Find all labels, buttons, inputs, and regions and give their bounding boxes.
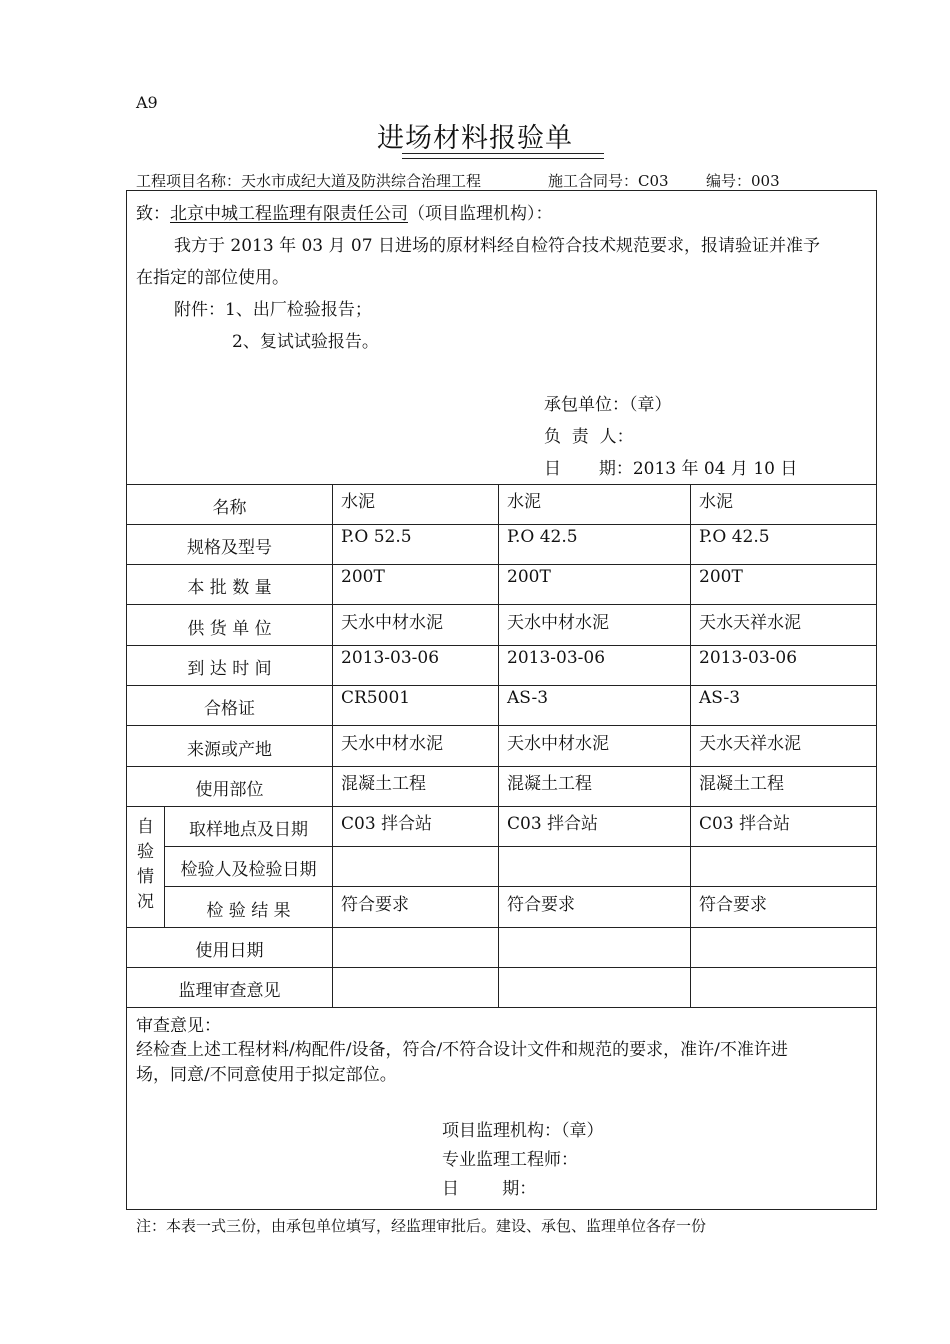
cell-supplier: 天水中材水泥 xyxy=(507,613,609,633)
row-label-name: 名称 xyxy=(212,498,247,518)
self-check-char: 情 xyxy=(137,867,154,887)
cell-sample-place: C03 拌合站 xyxy=(341,814,433,834)
row-divider xyxy=(126,524,877,525)
cell-spec: P.O 42.5 xyxy=(507,527,578,547)
row-label-certificate: 合格证 xyxy=(204,699,255,719)
cell-origin: 天水中材水泥 xyxy=(507,734,609,754)
row-label-usage-part: 使用部位 xyxy=(195,780,264,800)
row-label-supervision-opinion: 监理审查意见 xyxy=(178,981,281,1001)
column-divider xyxy=(332,484,333,1007)
cell-arrival: 2013-03-06 xyxy=(507,648,606,668)
row-label-sample-place: 取样地点及日期 xyxy=(189,820,308,840)
attachment-line-1: 附件：1、出厂检验报告； xyxy=(174,300,372,320)
review-heading: 审查意见： xyxy=(136,1016,221,1036)
cell-sample-place: C03 拌合站 xyxy=(507,814,599,834)
serial-number: 编号：003 xyxy=(706,172,780,190)
document-title: 进场材料报验单 xyxy=(377,123,573,154)
column-divider xyxy=(690,484,691,1007)
cell-supplier: 天水中材水泥 xyxy=(341,613,443,633)
title-underline-1 xyxy=(402,153,604,154)
table-top-border xyxy=(126,484,877,485)
cell-usage-part: 混凝土工程 xyxy=(507,774,592,794)
cell-supplier: 天水天祥水泥 xyxy=(699,613,801,633)
application-body-line-1: 我方于 2013 年 03 月 07 日进场的原材料经自检符合技术规范要求，报请验证并准予 xyxy=(174,236,820,256)
self-check-char: 况 xyxy=(137,892,154,912)
row-divider xyxy=(164,846,877,847)
row-divider xyxy=(126,645,877,646)
row-label-use-date: 使用日期 xyxy=(195,941,264,961)
row-divider xyxy=(126,927,877,928)
self-check-char: 自 xyxy=(137,817,154,837)
row-label-inspector: 检验人及检验日期 xyxy=(180,860,317,880)
addressee-line xyxy=(136,199,553,224)
cell-quantity: 200T xyxy=(341,567,385,587)
cell-result: 符合要求 xyxy=(699,895,767,915)
row-label-arrival: 到 达 时 间 xyxy=(187,659,272,679)
row-divider xyxy=(126,604,877,605)
row-divider xyxy=(126,806,877,807)
cell-arrival: 2013-03-06 xyxy=(341,648,440,668)
supervision-org-seal-label: 项目监理机构：（章） xyxy=(442,1121,604,1141)
cell-result: 符合要求 xyxy=(341,895,409,915)
row-divider xyxy=(164,886,877,887)
cell-certificate: AS-3 xyxy=(507,688,549,708)
cell-name: 水泥 xyxy=(341,492,375,512)
contractor-seal-label: 承包单位：（章） xyxy=(544,395,672,415)
cell-certificate: AS-3 xyxy=(699,688,741,708)
contract-number: 施工合同号：C03 xyxy=(548,172,669,190)
review-text-line-2: 场，同意/不同意使用于拟定部位。 xyxy=(136,1065,397,1085)
row-label-supplier: 供 货 单 位 xyxy=(187,619,272,639)
project-name: 工程项目名称：天水市成纪大道及防洪综合治理工程 xyxy=(136,172,482,190)
cell-certificate: CR5001 xyxy=(341,688,411,708)
row-label-spec: 规格及型号 xyxy=(187,538,272,558)
cell-name: 水泥 xyxy=(699,492,733,512)
cell-usage-part: 混凝土工程 xyxy=(699,774,784,794)
addressee-prefix: 致： xyxy=(136,204,170,224)
addressee-suffix: （项目监理机构）： xyxy=(408,204,553,224)
responsible-person-label: 负 责 人： xyxy=(544,427,634,447)
row-label-quantity: 本 批 数 量 xyxy=(187,578,272,598)
row-divider xyxy=(126,564,877,565)
row-divider xyxy=(126,725,877,726)
cell-quantity: 200T xyxy=(699,567,743,587)
row-divider xyxy=(126,967,877,968)
application-body-line-2: 在指定的部位使用。 xyxy=(136,268,289,288)
cell-name: 水泥 xyxy=(507,492,541,512)
cell-sample-place: C03 拌合站 xyxy=(699,814,791,834)
self-check-group-label xyxy=(127,815,164,915)
attachment-line-2: 2、复试试验报告。 xyxy=(232,332,379,352)
row-label-result: 检 验 结 果 xyxy=(206,901,291,921)
cell-usage-part: 混凝土工程 xyxy=(341,774,426,794)
review-date-label: 日 期： xyxy=(442,1179,537,1199)
row-divider xyxy=(126,766,877,767)
table-bottom-border xyxy=(126,1007,877,1008)
title-underline-2 xyxy=(402,158,604,159)
addressee-org: 北京中城工程监理有限责任公司 xyxy=(170,204,408,224)
cell-result: 符合要求 xyxy=(507,895,575,915)
cell-origin: 天水中材水泥 xyxy=(341,734,443,754)
application-date: 日 期：2013 年 04 月 10 日 xyxy=(544,459,798,479)
cell-spec: P.O 42.5 xyxy=(699,527,770,547)
self-check-char: 验 xyxy=(137,842,154,862)
review-text-line-1: 经检查上述工程材料/构配件/设备，符合/不符合设计文件和规范的要求，准许/不准许进 xyxy=(136,1040,788,1060)
supervision-engineer-label: 专业监理工程师： xyxy=(442,1150,578,1170)
cell-quantity: 200T xyxy=(507,567,551,587)
column-divider xyxy=(498,484,499,1007)
footnote: 注：本表一式三份，由承包单位填写，经监理审批后。建设、承包、监理单位各存一份 xyxy=(136,1217,707,1235)
cell-arrival: 2013-03-06 xyxy=(699,648,798,668)
row-divider xyxy=(126,685,877,686)
form-code: A9 xyxy=(136,93,158,112)
row-label-origin: 来源或产地 xyxy=(187,740,272,760)
cell-spec: P.O 52.5 xyxy=(341,527,412,547)
cell-origin: 天水天祥水泥 xyxy=(699,734,801,754)
